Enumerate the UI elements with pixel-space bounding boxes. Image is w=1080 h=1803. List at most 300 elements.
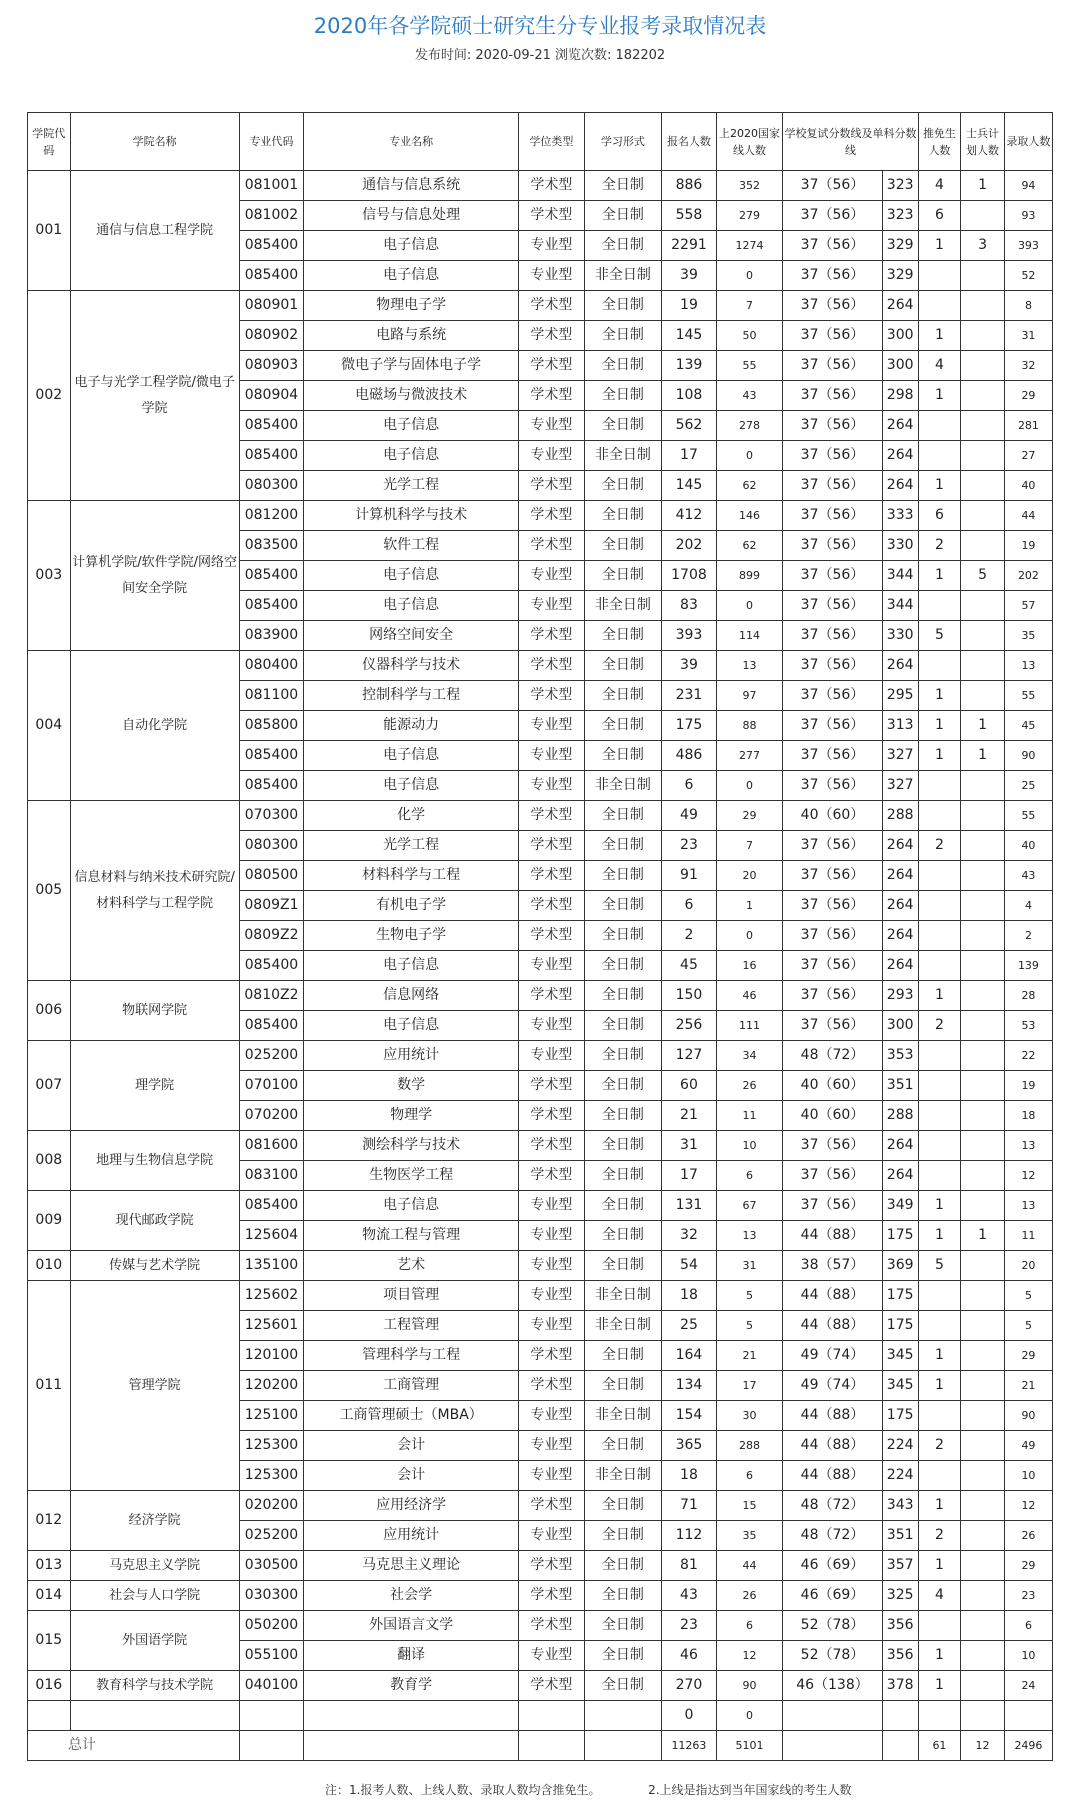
study-mode: 全日制 <box>584 951 662 981</box>
exempt: 1 <box>918 1671 961 1701</box>
retest-line: 37（56） <box>783 1161 882 1191</box>
single-score: 353 <box>882 1041 918 1071</box>
retest-line: 37（56） <box>783 231 882 261</box>
single-score: 288 <box>882 1101 918 1131</box>
major-name: 网络空间安全 <box>304 621 519 651</box>
admitted: 55 <box>1004 801 1052 831</box>
major-name: 工程管理 <box>304 1311 519 1341</box>
retest-line: 37（56） <box>783 531 882 561</box>
soldier <box>961 1461 1005 1491</box>
passed-national: 1 <box>716 891 783 921</box>
retest-line: 37（56） <box>783 1131 882 1161</box>
major-code: 081002 <box>239 201 303 231</box>
major-code: 030300 <box>239 1581 303 1611</box>
applicants: 43 <box>662 1581 717 1611</box>
retest-line: 37（56） <box>783 621 882 651</box>
soldier <box>961 1041 1005 1071</box>
single-score: 356 <box>882 1641 918 1671</box>
passed-national: 277 <box>716 741 783 771</box>
single-score: 369 <box>882 1251 918 1281</box>
blank-cell <box>28 1701 71 1731</box>
major-code: 080500 <box>239 861 303 891</box>
retest-line: 44（88） <box>783 1431 882 1461</box>
single-score: 300 <box>882 1011 918 1041</box>
table-row <box>28 1131 1053 1161</box>
passed-national: 17 <box>716 1371 783 1401</box>
passed-national: 6 <box>716 1161 783 1191</box>
soldier: 5 <box>961 561 1005 591</box>
passed-national: 67 <box>716 1191 783 1221</box>
soldier <box>961 1131 1005 1161</box>
major-code: 085400 <box>239 231 303 261</box>
table-row <box>28 651 1053 681</box>
major-code: 080903 <box>239 351 303 381</box>
major-code: 085800 <box>239 711 303 741</box>
exempt: 2 <box>918 1521 961 1551</box>
single-score: 344 <box>882 591 918 621</box>
major-name: 计算机科学与技术 <box>304 501 519 531</box>
major-code: 085400 <box>239 1191 303 1221</box>
soldier <box>961 1281 1005 1311</box>
retest-line: 37（56） <box>783 321 882 351</box>
study-mode: 全日制 <box>584 681 662 711</box>
admitted: 23 <box>1004 1581 1052 1611</box>
single-score: 264 <box>882 921 918 951</box>
admitted: 5 <box>1004 1281 1052 1311</box>
major-code: 135100 <box>239 1251 303 1281</box>
exempt <box>918 441 961 471</box>
admission-table <box>27 112 1053 1761</box>
soldier <box>961 891 1005 921</box>
applicants: 45 <box>662 951 717 981</box>
table-row <box>28 1251 1053 1281</box>
degree-type: 专业型 <box>519 1041 584 1071</box>
admitted: 26 <box>1004 1521 1052 1551</box>
applicants: 145 <box>662 471 717 501</box>
admitted: 12 <box>1004 1161 1052 1191</box>
major-name: 电子信息 <box>304 561 519 591</box>
header-retest-line: 学校复试分数线及单科分数线 <box>783 113 918 171</box>
exempt: 4 <box>918 171 961 201</box>
study-mode: 全日制 <box>584 981 662 1011</box>
study-mode: 全日制 <box>584 1521 662 1551</box>
soldier <box>961 321 1005 351</box>
exempt: 1 <box>918 471 961 501</box>
degree-type: 专业型 <box>519 591 584 621</box>
admitted: 28 <box>1004 981 1052 1011</box>
applicants: 202 <box>662 531 717 561</box>
exempt: 1 <box>918 1491 961 1521</box>
passed-national: 88 <box>716 711 783 741</box>
single-score: 329 <box>882 261 918 291</box>
passed-national: 29 <box>716 801 783 831</box>
header-school-code: 学院代码 <box>28 113 71 171</box>
admitted: 18 <box>1004 1101 1052 1131</box>
major-name: 电子信息 <box>304 411 519 441</box>
passed-national: 44 <box>716 1551 783 1581</box>
degree-type: 学术型 <box>519 291 584 321</box>
single-score: 264 <box>882 951 918 981</box>
soldier <box>961 1611 1005 1641</box>
major-name: 信号与信息处理 <box>304 201 519 231</box>
retest-line: 52（78） <box>783 1611 882 1641</box>
study-mode: 全日制 <box>584 651 662 681</box>
applicants: 154 <box>662 1401 717 1431</box>
total-label: 总计 <box>28 1731 240 1761</box>
major-code: 083500 <box>239 531 303 561</box>
single-score: 264 <box>882 411 918 441</box>
school-name: 计算机学院/软件学院/网络空间安全学院 <box>70 501 239 651</box>
admitted: 55 <box>1004 681 1052 711</box>
single-score: 333 <box>882 501 918 531</box>
soldier <box>961 381 1005 411</box>
retest-line: 37（56） <box>783 291 882 321</box>
study-mode: 全日制 <box>584 1611 662 1641</box>
single-score: 357 <box>882 1551 918 1581</box>
degree-type: 学术型 <box>519 351 584 381</box>
major-name: 通信与信息系统 <box>304 171 519 201</box>
retest-line: 37（56） <box>783 951 882 981</box>
passed-national: 6 <box>716 1461 783 1491</box>
retest-line: 49（74） <box>783 1371 882 1401</box>
exempt <box>918 591 961 621</box>
applicants: 393 <box>662 621 717 651</box>
applicants: 23 <box>662 831 717 861</box>
degree-type: 学术型 <box>519 981 584 1011</box>
single-score: 344 <box>882 561 918 591</box>
table-header-row <box>28 113 1053 171</box>
table-row <box>28 291 1053 321</box>
admitted: 19 <box>1004 531 1052 561</box>
study-mode: 全日制 <box>584 381 662 411</box>
exempt <box>918 951 961 981</box>
study-mode: 全日制 <box>584 411 662 441</box>
header-soldier: 士兵计划人数 <box>961 113 1005 171</box>
single-score: 345 <box>882 1341 918 1371</box>
passed-national: 0 <box>716 441 783 471</box>
major-code: 0809Z1 <box>239 891 303 921</box>
blank-cell <box>584 1701 662 1731</box>
study-mode: 全日制 <box>584 1161 662 1191</box>
applicants: 1708 <box>662 561 717 591</box>
school-code: 010 <box>28 1251 71 1281</box>
admitted: 4 <box>1004 891 1052 921</box>
applicants: 131 <box>662 1191 717 1221</box>
school-name: 社会与人口学院 <box>70 1581 239 1611</box>
degree-type: 学术型 <box>519 891 584 921</box>
study-mode: 全日制 <box>584 1341 662 1371</box>
passed-national: 30 <box>716 1401 783 1431</box>
applicants: 18 <box>662 1281 717 1311</box>
major-code: 125100 <box>239 1401 303 1431</box>
major-code: 030500 <box>239 1551 303 1581</box>
blank-cell <box>882 1731 918 1761</box>
single-score: 300 <box>882 321 918 351</box>
major-name: 材料科学与工程 <box>304 861 519 891</box>
major-code: 070200 <box>239 1101 303 1131</box>
retest-line: 37（56） <box>783 261 882 291</box>
degree-type: 专业型 <box>519 411 584 441</box>
passed-national: 111 <box>716 1011 783 1041</box>
school-code: 016 <box>28 1671 71 1701</box>
degree-type: 专业型 <box>519 561 584 591</box>
exempt: 1 <box>918 561 961 591</box>
study-mode: 全日制 <box>584 861 662 891</box>
retest-line: 38（57） <box>783 1251 882 1281</box>
degree-type: 学术型 <box>519 681 584 711</box>
major-code: 125300 <box>239 1461 303 1491</box>
passed-national: 0 <box>716 921 783 951</box>
major-name: 有机电子学 <box>304 891 519 921</box>
total-admitted: 2496 <box>1004 1731 1052 1761</box>
admitted: 29 <box>1004 1551 1052 1581</box>
single-score: 175 <box>882 1281 918 1311</box>
total-row <box>28 1731 1053 1761</box>
header-study-mode: 学习形式 <box>584 113 662 171</box>
passed-national: 1274 <box>716 231 783 261</box>
applicants: 112 <box>662 1521 717 1551</box>
retest-line: 40（60） <box>783 1101 882 1131</box>
degree-type: 学术型 <box>519 1581 584 1611</box>
major-name: 艺术 <box>304 1251 519 1281</box>
admitted: 22 <box>1004 1041 1052 1071</box>
major-name: 光学工程 <box>304 471 519 501</box>
school-name: 马克思主义学院 <box>70 1551 239 1581</box>
major-name: 物流工程与管理 <box>304 1221 519 1251</box>
single-score: 264 <box>882 651 918 681</box>
major-code: 085400 <box>239 1011 303 1041</box>
header-school-name: 学院名称 <box>70 113 239 171</box>
table-row <box>28 171 1053 201</box>
major-code: 083900 <box>239 621 303 651</box>
applicants: 6 <box>662 891 717 921</box>
applicants: 23 <box>662 1611 717 1641</box>
table-row <box>28 1041 1053 1071</box>
exempt: 1 <box>918 1641 961 1671</box>
passed-national: 352 <box>716 171 783 201</box>
retest-line: 37（56） <box>783 861 882 891</box>
exempt: 6 <box>918 501 961 531</box>
passed-national: 0 <box>716 591 783 621</box>
header-major-code: 专业代码 <box>239 113 303 171</box>
applicants: 486 <box>662 741 717 771</box>
single-score: 378 <box>882 1671 918 1701</box>
admitted: 29 <box>1004 381 1052 411</box>
study-mode: 非全日制 <box>584 1401 662 1431</box>
applicants: 127 <box>662 1041 717 1071</box>
degree-type: 专业型 <box>519 1191 584 1221</box>
major-name: 化学 <box>304 801 519 831</box>
single-score: 349 <box>882 1191 918 1221</box>
applicants: 39 <box>662 651 717 681</box>
footnote-part1: 注：1.报考人数、上线人数、录取人数均含推免生。 <box>325 1783 601 1797</box>
header-degree-type: 学位类型 <box>519 113 584 171</box>
blank-applicants: 0 <box>662 1701 717 1731</box>
school-name: 传媒与艺术学院 <box>70 1251 239 1281</box>
study-mode: 全日制 <box>584 1251 662 1281</box>
soldier <box>961 651 1005 681</box>
study-mode: 全日制 <box>584 1581 662 1611</box>
exempt <box>918 861 961 891</box>
passed-national: 46 <box>716 981 783 1011</box>
applicants: 6 <box>662 771 717 801</box>
admitted: 13 <box>1004 1131 1052 1161</box>
study-mode: 全日制 <box>584 891 662 921</box>
soldier <box>961 1071 1005 1101</box>
study-mode: 全日制 <box>584 1071 662 1101</box>
major-name: 电子信息 <box>304 771 519 801</box>
soldier <box>961 1311 1005 1341</box>
passed-national: 114 <box>716 621 783 651</box>
study-mode: 非全日制 <box>584 441 662 471</box>
school-code: 015 <box>28 1611 71 1671</box>
degree-type: 学术型 <box>519 1101 584 1131</box>
exempt: 1 <box>918 1221 961 1251</box>
study-mode: 全日制 <box>584 1131 662 1161</box>
exempt: 5 <box>918 1251 961 1281</box>
soldier <box>961 1341 1005 1371</box>
applicants: 139 <box>662 351 717 381</box>
single-score: 293 <box>882 981 918 1011</box>
blank-cell <box>70 1701 239 1731</box>
applicants: 150 <box>662 981 717 1011</box>
single-score: 300 <box>882 351 918 381</box>
retest-line: 52（78） <box>783 1641 882 1671</box>
major-name: 仪器科学与技术 <box>304 651 519 681</box>
school-code: 002 <box>28 291 71 501</box>
study-mode: 全日制 <box>584 831 662 861</box>
study-mode: 全日制 <box>584 351 662 381</box>
exempt: 2 <box>918 1011 961 1041</box>
admitted: 10 <box>1004 1641 1052 1671</box>
exempt <box>918 891 961 921</box>
single-score: 224 <box>882 1431 918 1461</box>
passed-national: 15 <box>716 1491 783 1521</box>
retest-line: 37（56） <box>783 351 882 381</box>
admitted: 19 <box>1004 1071 1052 1101</box>
major-name: 电子信息 <box>304 231 519 261</box>
exempt: 1 <box>918 1341 961 1371</box>
passed-national: 0 <box>716 261 783 291</box>
admitted: 6 <box>1004 1611 1052 1641</box>
single-score: 175 <box>882 1221 918 1251</box>
study-mode: 全日制 <box>584 1371 662 1401</box>
single-score: 264 <box>882 1161 918 1191</box>
passed-national: 278 <box>716 411 783 441</box>
single-score: 224 <box>882 1461 918 1491</box>
applicants: 134 <box>662 1371 717 1401</box>
degree-type: 专业型 <box>519 1461 584 1491</box>
applicants: 108 <box>662 381 717 411</box>
degree-type: 专业型 <box>519 951 584 981</box>
degree-type: 学术型 <box>519 171 584 201</box>
admitted: 44 <box>1004 501 1052 531</box>
degree-type: 专业型 <box>519 1431 584 1461</box>
exempt: 1 <box>918 1551 961 1581</box>
blank-cell <box>584 1731 662 1761</box>
exempt: 2 <box>918 831 961 861</box>
publish-info: 发布时间: 2020-09-21 浏览次数: 182202 <box>414 48 666 63</box>
admitted: 32 <box>1004 351 1052 381</box>
applicants: 25 <box>662 1311 717 1341</box>
single-score: 327 <box>882 771 918 801</box>
soldier <box>961 261 1005 291</box>
major-code: 080300 <box>239 831 303 861</box>
soldier <box>961 831 1005 861</box>
single-score: 264 <box>882 291 918 321</box>
single-score: 330 <box>882 621 918 651</box>
passed-national: 50 <box>716 321 783 351</box>
soldier: 1 <box>961 741 1005 771</box>
study-mode: 非全日制 <box>584 261 662 291</box>
applicants: 18 <box>662 1461 717 1491</box>
table-row <box>28 801 1053 831</box>
applicants: 81 <box>662 1551 717 1581</box>
applicants: 164 <box>662 1341 717 1371</box>
major-name: 电子信息 <box>304 741 519 771</box>
passed-national: 90 <box>716 1671 783 1701</box>
admitted: 40 <box>1004 471 1052 501</box>
degree-type: 专业型 <box>519 1311 584 1341</box>
study-mode: 非全日制 <box>584 771 662 801</box>
blank-cell <box>519 1701 584 1731</box>
degree-type: 专业型 <box>519 231 584 261</box>
retest-line: 37（56） <box>783 651 882 681</box>
soldier <box>961 981 1005 1011</box>
exempt <box>918 411 961 441</box>
major-name: 会计 <box>304 1461 519 1491</box>
degree-type: 学术型 <box>519 1071 584 1101</box>
major-code: 0810Z2 <box>239 981 303 1011</box>
major-name: 电子信息 <box>304 1011 519 1041</box>
study-mode: 全日制 <box>584 231 662 261</box>
degree-type: 专业型 <box>519 1221 584 1251</box>
school-name: 通信与信息工程学院 <box>70 171 239 291</box>
school-code: 008 <box>28 1131 71 1191</box>
school-name: 自动化学院 <box>70 651 239 801</box>
major-name: 电磁场与微波技术 <box>304 381 519 411</box>
study-mode: 全日制 <box>584 291 662 321</box>
blank-cell <box>519 1731 584 1761</box>
degree-type: 学术型 <box>519 1161 584 1191</box>
degree-type: 学术型 <box>519 531 584 561</box>
major-name: 生物医学工程 <box>304 1161 519 1191</box>
admitted: 57 <box>1004 591 1052 621</box>
study-mode: 全日制 <box>584 1011 662 1041</box>
retest-line: 40（60） <box>783 1071 882 1101</box>
exempt <box>918 801 961 831</box>
passed-national: 279 <box>716 201 783 231</box>
major-code: 125300 <box>239 1431 303 1461</box>
major-code: 080902 <box>239 321 303 351</box>
degree-type: 专业型 <box>519 1641 584 1671</box>
major-code: 0809Z2 <box>239 921 303 951</box>
major-name: 控制科学与工程 <box>304 681 519 711</box>
retest-line: 37（56） <box>783 741 882 771</box>
single-score: 264 <box>882 831 918 861</box>
major-name: 光学工程 <box>304 831 519 861</box>
table-row <box>28 1551 1053 1581</box>
admitted: 202 <box>1004 561 1052 591</box>
admitted: 45 <box>1004 711 1052 741</box>
footnote <box>325 1781 852 1798</box>
soldier <box>961 801 1005 831</box>
table-row <box>28 1191 1053 1221</box>
retest-line: 48（72） <box>783 1041 882 1071</box>
soldier <box>961 1101 1005 1131</box>
retest-line: 37（56） <box>783 771 882 801</box>
major-code: 085400 <box>239 441 303 471</box>
